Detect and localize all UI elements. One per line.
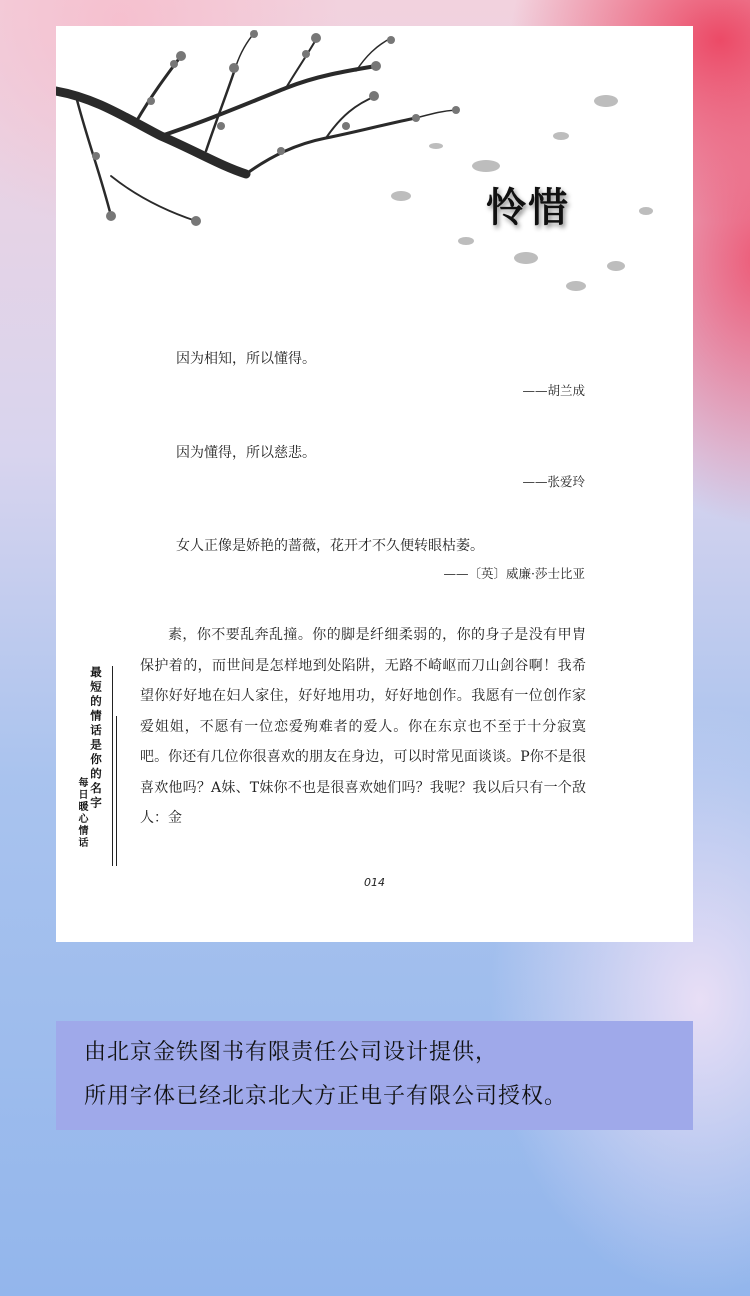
quote-author: ——〔英〕威廉·莎士比亚 xyxy=(443,566,585,581)
credit-line: 由北京金铁图书有限责任公司设计提供， xyxy=(84,1040,499,1065)
quote-text: 因为懂得，所以慈悲。 xyxy=(176,445,316,461)
plum-branch-illustration xyxy=(56,26,693,296)
quote-author: ——张爱玲 xyxy=(522,474,585,489)
credit-line: 所用字体已经北京北大方正电子有限公司授权。 xyxy=(84,1084,568,1109)
side-book-subtitle: 每日暖心情话 xyxy=(76,777,87,849)
book-page xyxy=(56,26,693,942)
side-divider-line xyxy=(112,666,113,866)
side-divider-line xyxy=(116,716,117,866)
quote-text: 女人正像是娇艳的蔷薇，花开才不久便转眼枯萎。 xyxy=(176,538,484,554)
page-title: 怜惜 xyxy=(486,185,570,231)
page-number: 014 xyxy=(364,876,385,889)
credit-banner xyxy=(56,1021,693,1130)
quote-text: 因为相知，所以懂得。 xyxy=(176,351,316,367)
side-book-title: 最短的情话是你的名字 xyxy=(89,666,103,811)
quote-author: ——胡兰成 xyxy=(522,383,585,398)
body-paragraph: 素，你不要乱奔乱撞。你的脚是纤细柔弱的，你的身子是没有甲胄保护着的，而世间是怎样地到处陷阱，无路不崎岖而刀山剑谷啊！我希望你好好地在妇人家住，好好地用功，好好地创作。我愿有一位创作家爱姐姐，不愿有一位恋爱殉难者的爱人。你在东京也不至于十分寂寞吧。你还有几位你很喜欢的朋友在身边，可以时常见面谈谈。P你不是很喜欢他吗？A妹、T妹你不也是很喜欢她们吗？我呢？我以后只有一个敌人：金 xyxy=(140,627,586,826)
